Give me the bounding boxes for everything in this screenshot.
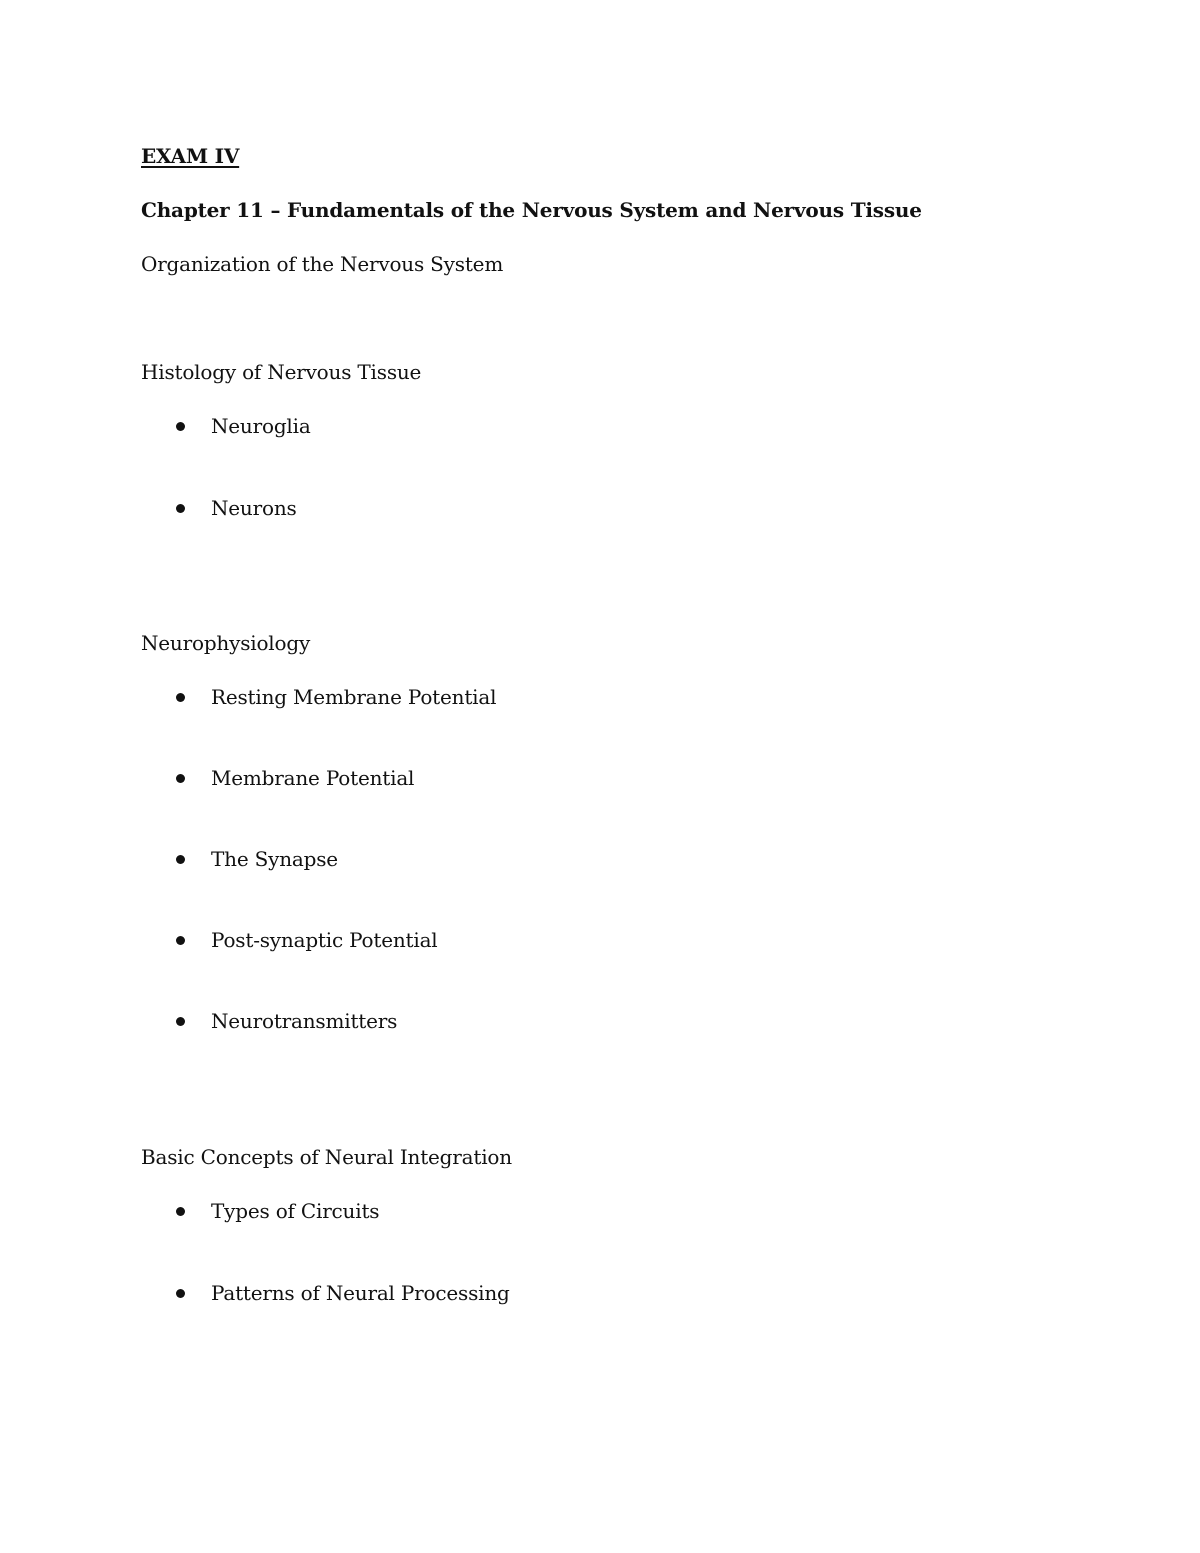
section-heading-histology: Histology of Nervous Tissue [141,360,422,384]
list-item-text: Types of Circuits [211,1199,380,1223]
bullet-icon [176,774,185,783]
list-item [0,765,1200,791]
bullet-icon [176,855,185,864]
bullet-icon [176,936,185,945]
section-heading-neural-integration: Basic Concepts of Neural Integration [141,1145,512,1169]
list-item [0,684,1200,710]
list-item [0,1280,1200,1306]
bullet-icon [176,1289,185,1298]
list-item-text: Post-synaptic Potential [211,928,438,952]
bullet-icon [176,1207,185,1216]
section-heading-organization: Organization of the Nervous System [141,252,504,276]
list-item-text: Patterns of Neural Processing [211,1281,510,1305]
bullet-icon [176,1017,185,1026]
list-item [0,846,1200,872]
list-item [0,1008,1200,1034]
list-item-text: Neurotransmitters [211,1009,398,1033]
section-heading-neurophysiology: Neurophysiology [141,631,311,655]
list-item-text: Neurons [211,496,297,520]
list-item [0,495,1200,521]
bullet-icon [176,422,185,431]
bullet-icon [176,504,185,513]
list-item-text: The Synapse [211,847,338,871]
list-item [0,413,1200,439]
bullet-icon [176,693,185,702]
list-item [0,927,1200,953]
chapter-title: Chapter 11 – Fundamentals of the Nervous System and Nervous Tissue [141,198,922,222]
exam-title: EXAM IV [141,144,240,168]
list-item-text: Resting Membrane Potential [211,685,497,709]
list-item [0,1198,1200,1224]
list-item-text: Neuroglia [211,414,311,438]
list-item-text: Membrane Potential [211,766,415,790]
